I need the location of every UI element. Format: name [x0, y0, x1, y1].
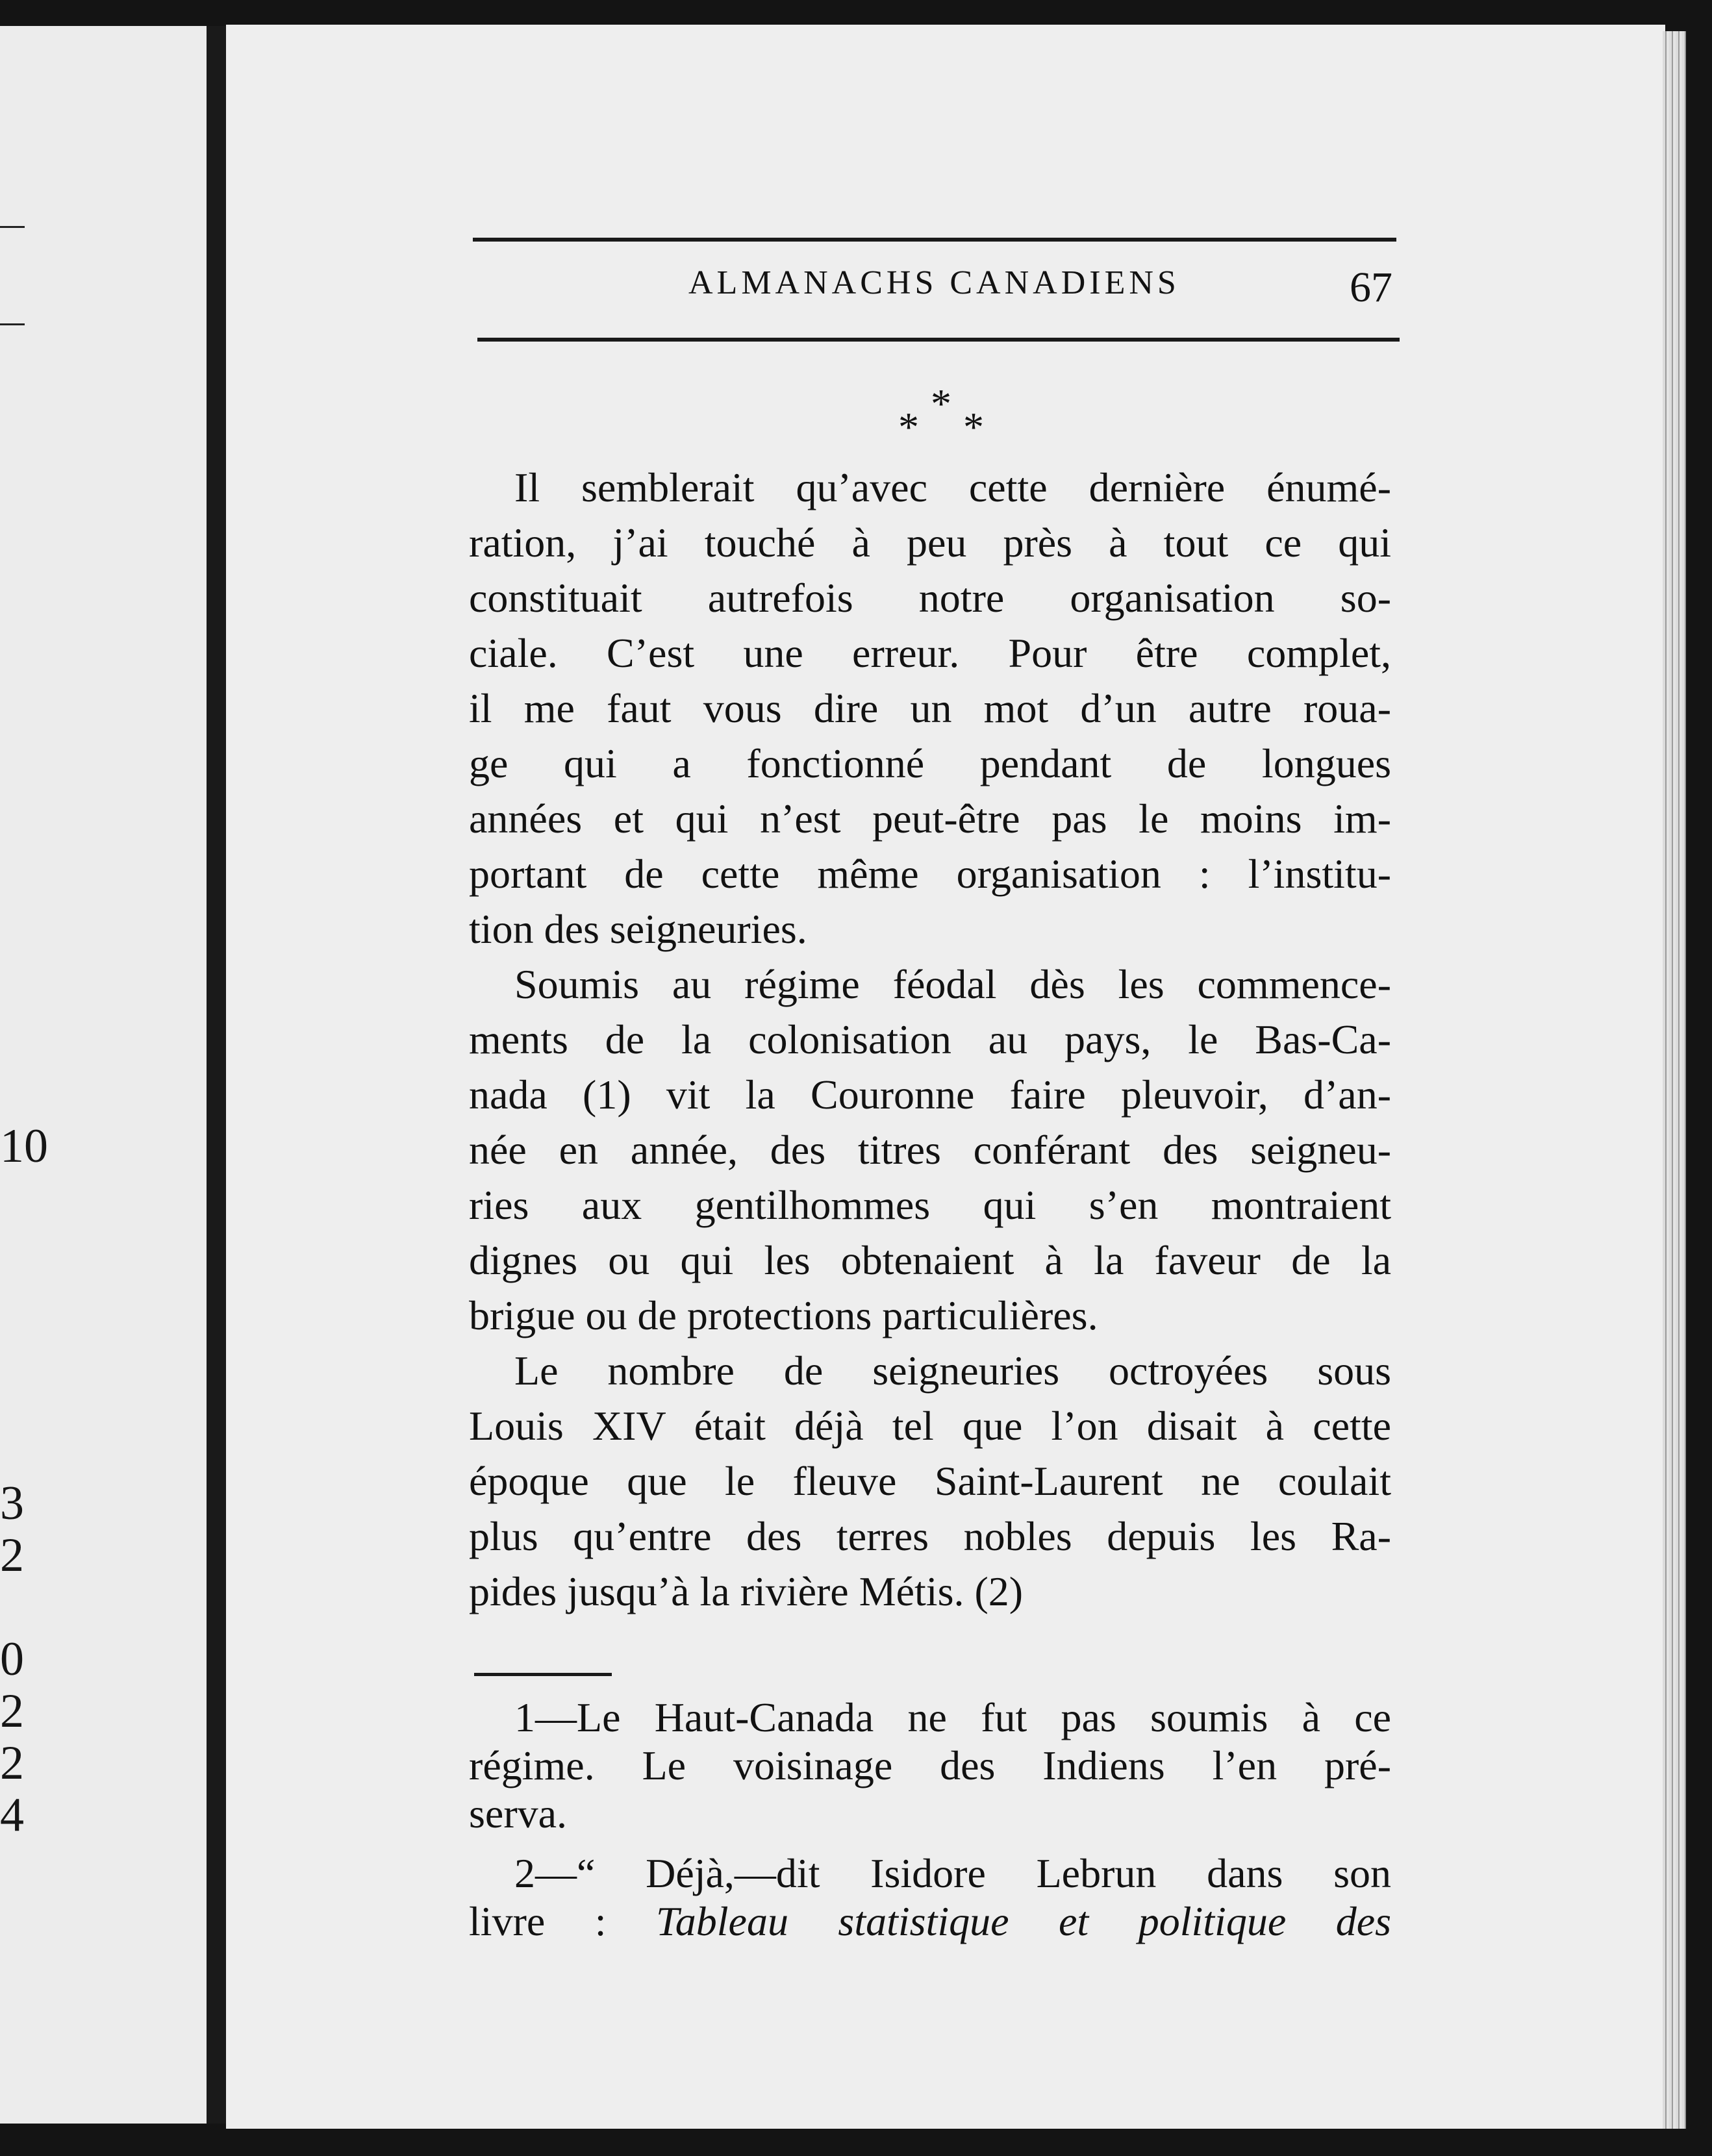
footnote-line: [469, 1898, 1391, 1946]
page-number: 67: [1350, 264, 1392, 311]
page-edges: [1663, 31, 1686, 2129]
text-line: Soumis au régime féodal dès les commence-: [514, 961, 1391, 1007]
header-top-rule: [473, 238, 1396, 242]
margin-number: 4: [0, 1788, 24, 1842]
text-line: ciale. C’est une erreur. Pour être complet,: [469, 630, 1391, 676]
paragraph: [469, 1343, 1391, 1619]
book-title: Tableau statistique et politique des: [656, 1898, 1392, 1944]
text-line: dignes ou qui les obtenaient à la faveur de la: [469, 1237, 1391, 1283]
margin-number: 10: [0, 1120, 48, 1173]
text-line: ments de la colonisation au pays, le Bas-Ca-: [469, 1016, 1391, 1062]
text-line: pides jusqu’à la rivière Métis. (2): [469, 1568, 1024, 1614]
footnote-rule: [474, 1673, 612, 1676]
text-line: née en année, des titres conférant des seigneu-: [469, 1127, 1391, 1173]
asterisk: *: [931, 381, 951, 427]
margin-dash: [0, 226, 25, 228]
asterisk: *: [963, 404, 984, 450]
footnotes: [469, 1694, 1391, 1946]
margin-number: 2: [0, 1529, 24, 1582]
margin-dash: [0, 323, 25, 325]
text-line: nada (1) vit la Couronne faire pleuvoir, d’an-: [469, 1072, 1391, 1118]
text-line: portant de cette même organisation : l’institu-: [469, 851, 1391, 897]
margin-number: 2: [0, 1736, 24, 1790]
text-line: Il semblerait qu’avec cette dernière énumé-: [514, 464, 1391, 510]
asterisk: *: [898, 404, 919, 450]
text-line: il me faut vous dire un mot d’un autre roua-: [469, 685, 1391, 731]
footnote-line: serva.: [469, 1790, 568, 1836]
paragraph: [469, 460, 1391, 957]
text-line: ries aux gentilhommes qui s’en montraient: [469, 1182, 1391, 1228]
paragraph: [469, 957, 1391, 1343]
footnote-line: 1—Le Haut-Canada ne fut pas soumis à ce: [514, 1694, 1391, 1740]
header-bottom-rule: [477, 338, 1400, 342]
text-line: Louis XIV était déjà tel que l’on disait à cette: [469, 1403, 1391, 1449]
margin-number: 0: [0, 1633, 24, 1686]
footnote-line: 2—“ Déjà,—dit Isidore Lebrun dans son: [514, 1850, 1391, 1896]
text-line: Le nombre de seigneuries octroyées sous: [514, 1348, 1391, 1394]
left-page: [0, 26, 207, 2124]
footnote-line: régime. Le voisinage des Indiens l’en pré-: [469, 1742, 1391, 1788]
margin-number: 2: [0, 1685, 24, 1738]
text-line: tion des seigneuries.: [469, 906, 807, 952]
running-head: ALMANACHS CANADIENS: [688, 264, 1180, 301]
text-line: brigue ou de protections particulières.: [469, 1292, 1098, 1338]
text-line: constituait autrefois notre organisation so-: [469, 575, 1391, 621]
text-line: époque que le fleuve Saint-Laurent ne coulait: [469, 1458, 1391, 1504]
section-asterism: [893, 381, 990, 450]
text-line: plus qu’entre des terres nobles depuis les Ra-: [469, 1513, 1391, 1559]
text-line: ration, j’ai touché à peu près à tout ce qui: [469, 520, 1391, 566]
book-gutter: [207, 26, 226, 2124]
footnote-text: livre :: [469, 1898, 607, 1944]
margin-number: 3: [0, 1477, 24, 1530]
text-line: ge qui a fonctionné pendant de longues: [469, 740, 1391, 786]
text-line: années et qui n’est peut-être pas le moins im-: [469, 796, 1391, 842]
